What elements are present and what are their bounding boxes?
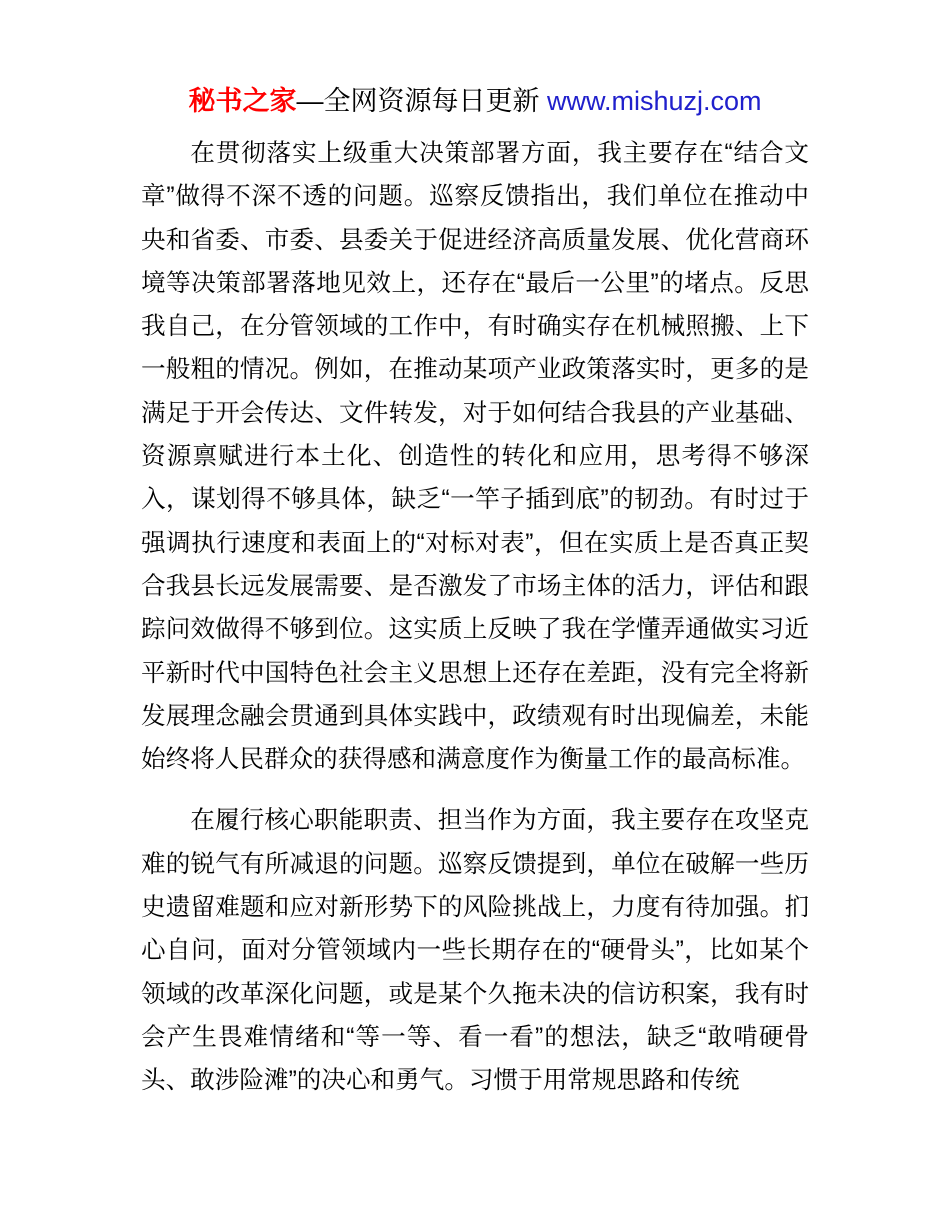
paragraph-decision-implementation: 在贯彻落实上级重大决策部署方面，我主要存在“结合文章”做得不深不透的问题。巡察反馈指出，我们单位在推动中央和省委、市委、县委关于促进经济高质量发展、优化营商环境等决策部署落地见效上，还存在“最后一公里”的堵点。反思我自己，在分管领域的工作中，有时确实存在机械照搬、上下一般粗的情况。例如，在推动某项产业政策落实时，更多的是满足于开会传达、文件转发，对于如何结合我县的产业基础、资源禀赋进行本土化、创造性的转化和应用，思考得不够深入，谋划得不够具体，缺乏“一竿子插到底”的韧劲。有时过于强调执行速度和表面上的“对标对表”，但在实质上是否真正契合我县长远发展需要、是否激发了市场主体的活力，评估和跟踪问效做得不够到位。这实质上反映了我在学懂弄通做实习近平新时代中国特色社会主义思想上还存在差距，没有完全将新发展理念融会贯通到具体实践中，政绩观有时出现偏差，未能始终将人民群众的获得感和满意度作为衡量工作的最高标准。 — [141, 140, 809, 774]
site-tagline-text: —全网资源每日更新 — [296, 86, 547, 116]
header-banner — [0, 0, 950, 116]
document-body — [141, 132, 809, 1103]
site-url-link[interactable]: www.mishuzj.com — [546, 86, 762, 116]
site-name-text: 秘书之家 — [188, 86, 297, 116]
paragraph-core-duties: 在履行核心职能职责、担当作为方面，我主要存在攻坚克难的锐气有所减退的问题。巡察反馈提到，单位在破解一些历史遗留难题和应对新形势下的风险挑战上，力度有待加强。扪心自问，面对分管领域内一些长期存在的“硬骨头”，比如某个领域的改革深化问题，或是某个久拖未决的信访积案，我有时会产生畏难情绪和“等一等、看一看”的想法，缺乏“敢啃硬骨头、敢涉险滩”的决心和勇气。习惯于用常规思路和传统 — [141, 807, 809, 1095]
